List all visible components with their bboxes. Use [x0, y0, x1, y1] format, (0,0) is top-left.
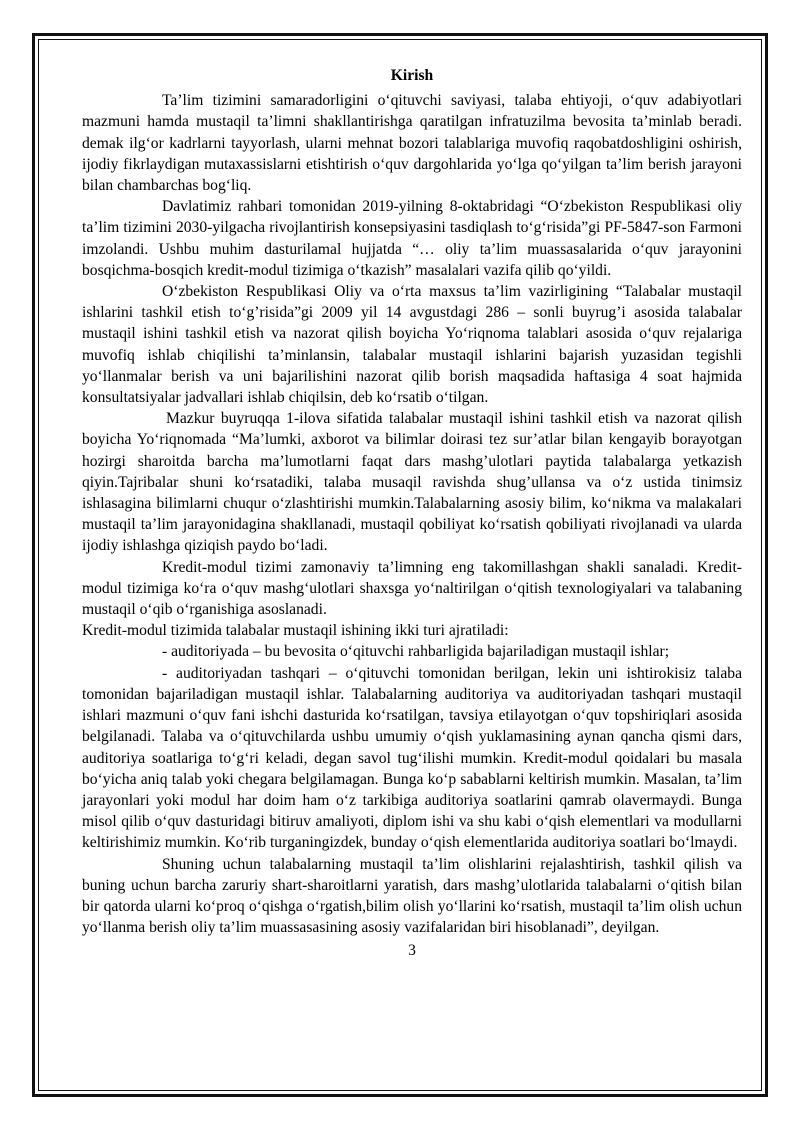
list-item-auditoriyada: - auditoriyada – bu bevosita o‘qituvchi rahbarligida bajariladigan mustaqil ishlar;	[162, 643, 670, 661]
document-page	[82, 65, 742, 962]
document-title: Kirish	[390, 67, 434, 84]
paragraph-4: Mazkur buyruqqa 1-ilova sifatida talabalar mustaqil ishini tashkil etish va nazorat qilish boyicha Yo‘riqnomada “Ma’lumki, axborot va bilimlar doirasi tez sur’atlar bilan kengayib borayotgan hozirgi sharoitda barcha ma’lumotlarni faqat dars mashg’ulotlari paytida talabalarga yetkazish qiyin.Tajribalar shuni ko‘rsatadiki, talaba musaqil ravishda shug’ullansa va o‘z ustida tinimsiz ishlasagina bilimlarni chuqur o‘zlashtirishi mumkin.Talabalarning asosiy bilim, ko‘nikma va malakalari mustaqil ta’lim jarayonidagina shakllanadi, mustaqil qobiliyat ko‘rsatish qobiliyati rivojlanadi va ularda ijodiy ishlashga qiziqish paydo bo‘ladi.	[82, 410, 742, 555]
page-number: 3	[408, 942, 416, 960]
paragraph-2: Davlatimiz rahbari tomonidan 2019-yilning 8-oktabridagi “O‘zbekiston Respublikasi oliy ta’lim tizimini 2030-yilgacha rivojlantirish konsepsiyasini tasdiqlash to‘g‘risida”gi PF-5847-son Farmoni imzolandi. Ushbu muhim dasturilamal hujjatda “… oliy ta’lim muassasalarida o‘quv jarayonini bosqichma-bosqich kredit-modul tizimiga o‘tkazish” masalalari vazifa qilib qo‘yildi.	[82, 198, 742, 279]
list-item-auditoriyadan-tashqari: - auditoriyadan tashqari – o‘qituvchi tomonidan berilgan, lekin uni ishtirokisiz talaba tomonidan bajariladigan mustaqil ishlar. Talabalarning auditoriya va auditoriyadan tashqari mustaqil ishlari mazmuni o‘quv fani ishchi dasturida ko‘rsatilgan, tavsiya etilayotgan o‘quv topshiriqlari asosida belgilanadi. Talaba va o‘qituvchilarda ushbu umumiy o‘qish yuklamasining aynan qancha qismi dars, auditoriya soatlariga to‘g‘ri keladi, degan savol tug‘ilishi mumkin. Kredit-modul qoidalari bu masala bo‘yicha aniq talab yoki chegara belgilamagan. Bunga ko‘p sabablarni keltirish mumkin. Masalan, ta’lim jarayonlari yoki modul har doim ham o‘z tarkibiga auditoriya soatlarini qamrab olavermaydi. Bunga misol qilib o‘quv dasturidagi bitiruv amaliyoti, diplom ishi va shu kabi o‘qish elementlari va modullarni keltirishimiz mumkin. Ko‘rib turganingizdek, bunday o‘qish elementlarida auditoriya soatlari bo‘lmaydi.	[82, 664, 742, 852]
paragraph-1: Ta’lim tizimini samaradorligini o‘qituvchi saviyasi, talaba ehtiyoji, o‘quv adabiyotlari mazmuni hamda mustaqil ta’limni shakllantirishga qaratilgan infratuzilma bevosita ta’minlab beradi. demak ilg‘or kadrlarni tayyorlash, ularni mehnat bozori talablariga muvofiq raqobatdoshligini oshirish, ijodiy fikrlaydigan mutaxassislarni etishtirish o‘quv dargohlarida yo‘lga qo‘yilgan ta’lim berish jarayoni bilan chambarchas bog‘liq.	[82, 92, 742, 195]
paragraph-3: O‘zbekiston Respublikasi Oliy va o‘rta maxsus ta’lim vazirligining “Talabalar mustaqil ishlarini tashkil etish to‘g’risida”gi 2009 yil 14 avgustdagi 286 – sonli buyrug’i asosida talabalar mustaqil ishini tashkil etish va nazorat qilish boyicha Yo‘riqnoma talablari asosida o‘quv rejalariga muvofiq ishlab chiqilishi ta’minlansin, talabalar mustaqil ishlarini bajarish yuzasidan tegishli yo‘llanmalar berish va uni bajarilishini nazorat qilib borish maqsadida haftasiga 4 soat hajmida konsultatsiyalar jadvallari ishlab chiqilsin, deb ko‘rsatib o‘tilgan.	[82, 283, 742, 407]
paragraph-5: Kredit-modul tizimi zamonaviy ta’limning eng takomillashgan shakli sanaladi. Kredit-modul tizimiga ko‘ra o‘quv mashg‘ulotlari shaxsga yo‘naltirilgan o‘qitish texnologiyalari va talabaning mustaqil o‘qib o‘rganishiga asoslanadi.	[82, 558, 742, 619]
paragraph-6: Kredit-modul tizimida talabalar mustaqil ishining ikki turi ajratiladi:	[82, 622, 509, 640]
paragraph-9: Shuning uchun talabalarning mustaqil ta’lim olishlarini rejalashtirish, tashkil qilish va buning uchun barcha zaruriy shart-sharoitlarni yaratish, dars mashg’ulotlarida talabalarni o‘qitish bilan bir qatorda ularni ko‘proq o‘qishga o‘rgatish,bilim olish yo‘llarini ko‘rsatish, mustaqil ta’lim olish uchun yo‘llanma berish oliy ta’lim muassasasining asosiy vazifalaridan biri hisoblanadi”, deyilgan.	[82, 855, 742, 937]
